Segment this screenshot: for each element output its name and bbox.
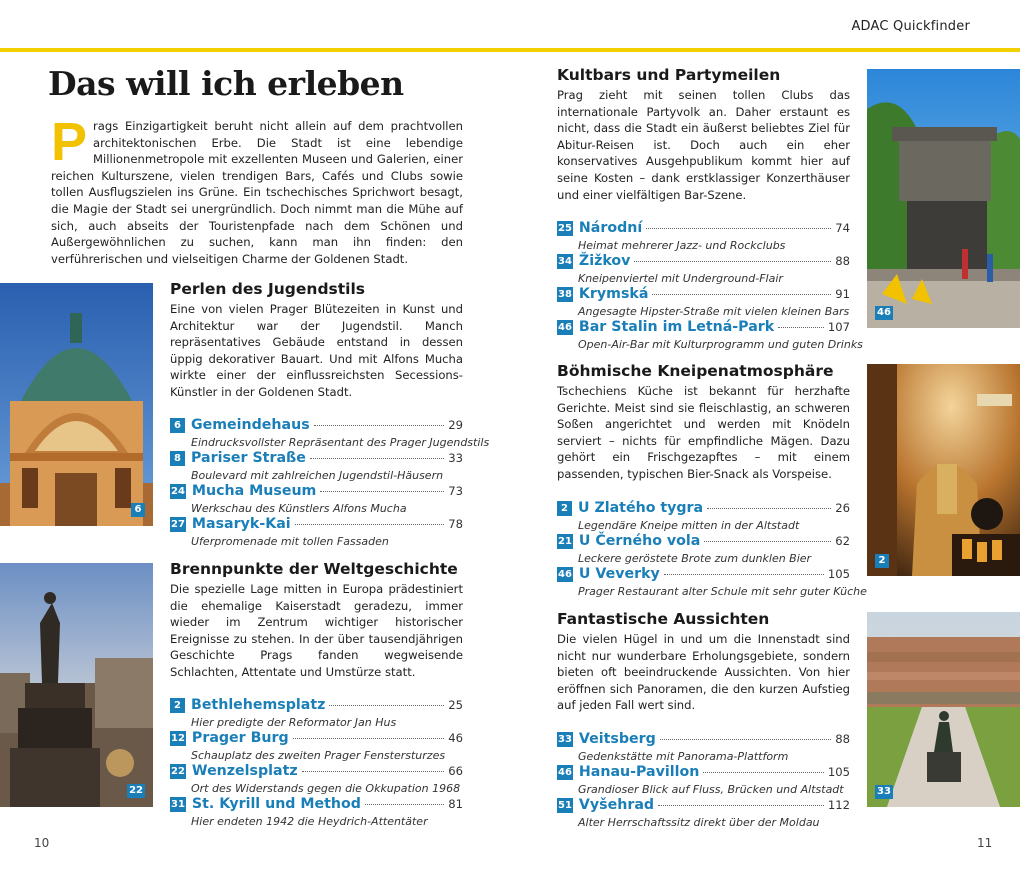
entry-number-badge: 22	[171, 765, 185, 777]
entry-page: 46	[448, 730, 463, 745]
dot-leader	[320, 491, 444, 492]
entry-list	[170, 416, 490, 549]
dot-leader	[658, 805, 824, 806]
entry-page: 107	[827, 320, 850, 335]
dropcap: P	[51, 112, 88, 172]
entry-description: Schauplatz des zweiten Prager Fenstersturzes	[191, 748, 446, 762]
entry-number-badge: 38	[558, 289, 572, 301]
list-item[interactable]	[170, 697, 463, 730]
entry-description: Kneipenviertel mit Underground-Flair	[578, 272, 783, 286]
entry-description: Ort des Widerstands gegen die Okkupation 1968	[191, 781, 461, 795]
photo-badge: 6	[131, 503, 145, 517]
dot-leader	[293, 738, 445, 739]
dot-leader	[703, 772, 824, 773]
entry-name[interactable]: Pariser Straße	[191, 449, 306, 466]
entry-description: Alter Herrschaftssitz direkt über der Moldau	[578, 815, 820, 829]
section-aussichten	[557, 610, 850, 830]
dot-leader	[634, 261, 831, 262]
entry-name[interactable]: U Zlatého tygra	[578, 499, 704, 516]
section-kultbars	[557, 66, 863, 352]
photo-badge: 46	[877, 307, 891, 318]
photo-badge: 22	[129, 785, 143, 796]
entry-page: 88	[835, 254, 850, 269]
entry-description: Uferpromenade mit tollen Fassaden	[191, 534, 389, 548]
section-heading: Böhmische Kneipenatmosphäre	[557, 362, 834, 380]
entry-number-badge: 8	[170, 451, 185, 466]
page-number-left: 10	[34, 836, 50, 850]
entry-description: Grandioser Blick auf Fluss, Brücken und Altstadt	[578, 782, 844, 796]
entry-description: Werkschau des Künstlers Alfons Mucha	[191, 501, 407, 515]
dot-leader	[660, 739, 831, 740]
entry-page: 91	[835, 287, 850, 302]
list-item[interactable]	[170, 450, 463, 483]
entry-number-badge: 12	[171, 732, 185, 744]
list-item[interactable]	[170, 483, 463, 516]
list-item[interactable]	[557, 220, 850, 253]
running-head: ADAC Quickfinder	[851, 19, 970, 34]
entry-page: 73	[448, 483, 463, 498]
list-item[interactable]	[557, 500, 850, 533]
dot-leader	[707, 508, 831, 509]
entry-list	[557, 499, 867, 599]
section-weltgeschichte	[170, 560, 463, 829]
entry-description: Eindrucksvollster Repräsentant des Prager Jugendstils	[191, 435, 490, 449]
dot-leader	[704, 541, 831, 542]
entry-name[interactable]: U Černého vola	[578, 532, 701, 549]
intro-paragraph	[51, 112, 463, 267]
dot-leader	[778, 327, 824, 328]
section-kneipen	[557, 362, 867, 599]
entry-page: 112	[827, 797, 850, 812]
dot-leader	[310, 458, 444, 459]
section-jugendstil	[170, 280, 490, 549]
dot-leader	[652, 294, 831, 295]
section-text: Eine von vielen Prager Blütezeiten in Kunst und Architektur war der Jugendstil. Manch repräsentatives Gebäude entstand in dessen üppig dekorativer Bauart. Und mit Alfons Mucha wirkte einer der einflussreichsten Secessions-Künstler in der Goldenen Stadt.	[170, 302, 463, 399]
entry-page: 78	[448, 516, 463, 531]
photo-badge: 2	[875, 554, 889, 568]
entry-name[interactable]: Bethlehemsplatz	[191, 696, 326, 713]
entry-page: 25	[448, 697, 463, 712]
list-item[interactable]	[557, 286, 850, 319]
yellow-rule	[0, 48, 1020, 52]
entry-page: 81	[448, 796, 463, 811]
entry-number-badge: 24	[171, 485, 185, 497]
entry-description: Angesagte Hipster-Straße mit vielen kleinen Bars	[578, 305, 850, 319]
entry-page: 26	[835, 500, 850, 515]
entry-number-badge: 46	[558, 766, 572, 778]
entry-number-badge: 51	[558, 799, 572, 811]
section-text: Prag zieht mit seinen tollen Clubs das internationale Partyvolk an. Daher erstaunt es nicht, dass die Stadt ein äußerst beliebtes Ziel für Abitur-Reisen ist. Doch auch ein eher konservatives Ausgehpublikum kommt hier auf seine Kosten – dank erstklassiger Konzerthäuser und einer vielfältigen Bar-Szene.	[557, 88, 850, 202]
entry-name[interactable]: Veitsberg	[578, 730, 656, 747]
entry-number-badge: 6	[170, 418, 185, 433]
entry-name[interactable]: U Veverky	[578, 565, 660, 582]
dot-leader	[365, 804, 444, 805]
entry-page: 88	[835, 731, 850, 746]
dot-leader	[329, 705, 444, 706]
photo-panorama	[867, 612, 1020, 807]
entry-page: 74	[835, 221, 850, 236]
list-item[interactable]	[170, 763, 463, 796]
dot-leader	[302, 771, 445, 772]
entry-name[interactable]: Prager Burg	[191, 729, 289, 746]
list-item[interactable]	[557, 764, 850, 797]
entry-page: 33	[448, 450, 463, 465]
page-title: Das will ich erleben	[48, 64, 404, 103]
entry-name[interactable]: Žižkov	[578, 253, 631, 270]
list-item[interactable]	[557, 731, 850, 764]
entry-list	[557, 731, 850, 830]
dot-leader	[646, 228, 831, 229]
entry-name[interactable]: Národní	[578, 220, 643, 237]
entry-description: Boulevard mit zahlreichen Jugendstil-Häusern	[191, 468, 444, 482]
entry-description: Gedenkstätte mit Panorama-Plattform	[578, 749, 789, 763]
entry-number-badge: 2	[557, 501, 572, 516]
entry-page: 105	[827, 566, 850, 581]
entry-description: Hier predigte der Reformator Jan Hus	[191, 715, 397, 729]
entry-description: Legendäre Kneipe mitten in der Altstadt	[578, 518, 800, 532]
entry-name[interactable]: Hanau-Pavillon	[578, 763, 700, 780]
photo-pub-interior	[867, 364, 1020, 576]
photo-wenceslas-square	[0, 563, 153, 807]
entry-page: 62	[835, 533, 850, 548]
list-item[interactable]	[170, 730, 463, 763]
list-item[interactable]	[170, 796, 463, 829]
entry-name[interactable]: Gemeindehaus	[191, 416, 310, 433]
dot-leader	[664, 574, 824, 575]
list-item[interactable]	[557, 319, 863, 352]
entry-number-badge: 46	[558, 568, 572, 580]
entry-number-badge: 46	[558, 322, 572, 334]
entry-description: Hier endeten 1942 die Heydrich-Attentäter	[191, 814, 428, 828]
dot-leader	[295, 524, 445, 525]
section-text: Die vielen Hügel in und um die Innenstadt sind nicht nur wunderbare Erholungsgebiete, sondern bieten oft beeindruckende Aussichten. Von hier eröffnen sich Panoramen, die den kurzen Aufstieg auf jeden Fall wert sind.	[557, 632, 850, 713]
section-heading: Brennpunkte der Weltgeschichte	[170, 560, 458, 578]
entry-description: Open-Air-Bar mit Kulturprogramm und guten Drinks	[578, 338, 863, 352]
entry-name[interactable]: Krymská	[578, 286, 649, 303]
entry-name[interactable]: St. Kyrill und Method	[191, 795, 361, 812]
list-item[interactable]	[557, 253, 850, 286]
list-item[interactable]	[170, 416, 490, 450]
entry-number-badge: 33	[558, 733, 572, 745]
dot-leader	[314, 425, 445, 426]
entry-description: Heimat mehrerer Jazz- und Rockclubs	[578, 239, 786, 253]
section-text: Die spezielle Lage mitten in Europa prädestiniert die ehemalige Kaiserstadt geradezu, immer wieder im Zentrum wichtiger historischer Ereignisse zu stehen. In der über tausendjährigen Geschichte Prags fanden wegweisende Schlachten, Attentate und Umstürze statt.	[170, 582, 463, 679]
entry-page: 66	[448, 763, 463, 778]
section-heading: Perlen des Jugendstils	[170, 280, 366, 298]
entry-description: Leckere geröstete Brote zum dunklen Bier	[578, 551, 812, 565]
entry-number-badge: 21	[558, 535, 572, 547]
entry-list	[557, 220, 863, 352]
photo-letna-park	[867, 69, 1020, 328]
page-number-right: 11	[977, 836, 993, 850]
section-text: Tschechiens Küche ist bekannt für herzhafte Gerichte. Meist sind sie fleischlastig, an schweren Soßen angerichtet und werden mit Knödeln serviert – nichts für empfindliche Mägen. Dazu gehört ein Frischgezapftes – mit einem passenden, typischen Bier-Snack als Vorspeise.	[557, 384, 850, 481]
entry-name[interactable]: Masaryk-Kai	[191, 515, 291, 532]
photo-municipal-house	[0, 283, 153, 526]
intro-text: rags Einzigartigkeit beruht nicht allein auf dem prachtvollen architektonischen Erbe. Die Stadt ist eine lebendige Millionenmetropole mit exzellenten Museen und Galerien, einer reichen Kulturszene, vielen trendigen Bars, Cafés und Clubs sowie tollen Ausflugszielen ins Grüne. Ein tschechisches Sprichwort besagt, die Magie der Stadt sei unergründlich. Doch nimmt man die Mühe auf sich, auch abseits der Touristenpfade nach dem Schönen und Außergewöhnlichen zu suchen, kann man ihn finden: den verführerischen und vielseitigen Charme der Goldenen Stadt.	[51, 119, 463, 266]
entry-name[interactable]: Wenzelsplatz	[191, 762, 298, 779]
entry-name[interactable]: Mucha Museum	[191, 482, 317, 499]
list-item[interactable]	[557, 533, 850, 566]
entry-description: Prager Restaurant alter Schule mit sehr guter Küche	[578, 584, 867, 598]
entry-number-badge: 31	[171, 798, 185, 810]
list-item[interactable]	[557, 797, 850, 830]
entry-page: 29	[448, 417, 463, 432]
entry-list	[170, 697, 463, 829]
list-item[interactable]	[170, 516, 463, 549]
entry-name[interactable]: Bar Stalin im Letná-Park	[578, 319, 775, 336]
section-heading: Kultbars und Partymeilen	[557, 66, 781, 84]
entry-page: 105	[827, 764, 850, 779]
list-item[interactable]	[557, 565, 867, 599]
entry-name[interactable]: Vyšehrad	[578, 796, 655, 813]
entry-number-badge: 27	[171, 518, 185, 530]
entry-number-badge: 34	[558, 256, 572, 268]
section-heading: Fantastische Aussichten	[557, 610, 770, 628]
entry-number-badge: 25	[558, 223, 572, 235]
photo-badge: 33	[877, 786, 891, 797]
entry-number-badge: 2	[170, 698, 185, 713]
